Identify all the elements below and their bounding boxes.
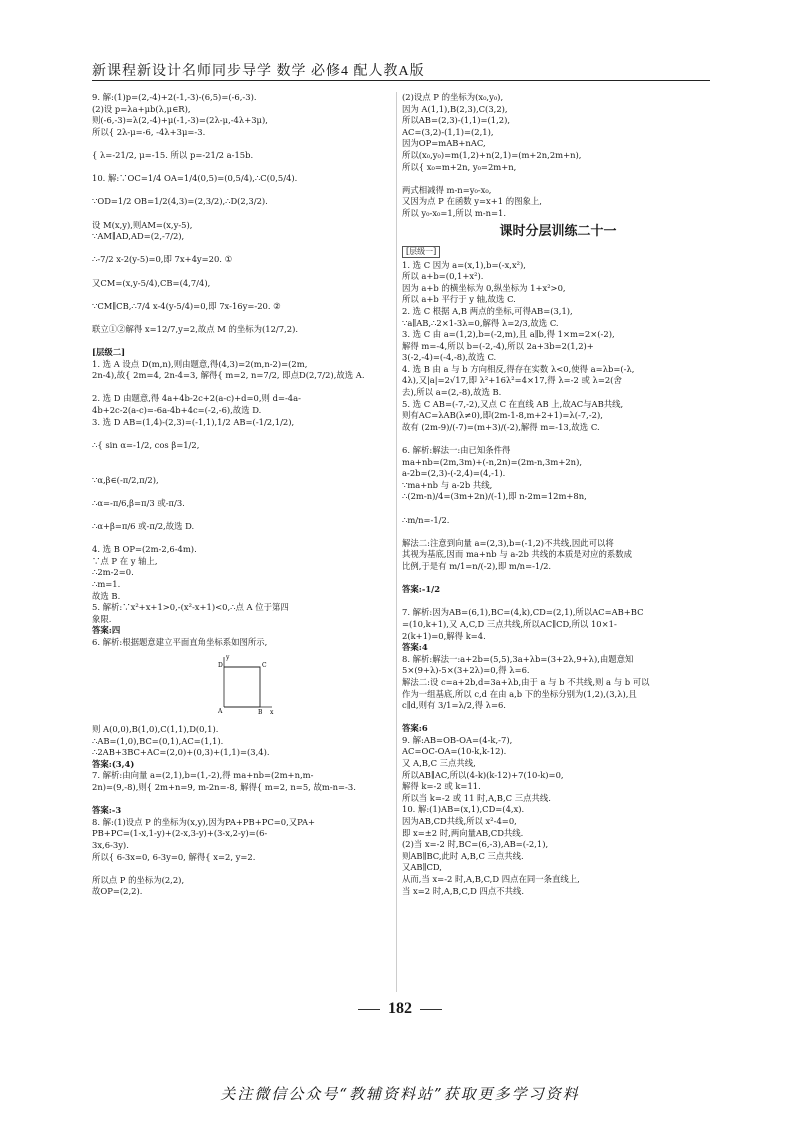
dash-right [420, 1009, 442, 1010]
text-line [92, 208, 392, 220]
text-line [402, 596, 714, 608]
text-line: 又CM=(x,y-5/4),CB=(4,7/4), [92, 277, 211, 288]
text-line: 所以AB=(2,3)-(1,1)=(1,2), [402, 115, 511, 126]
text-line: 联立①②解得 x=12/7,y=2,故点 M 的坐标为(12/7,2). [92, 323, 299, 334]
text-line: ∴α=-π/6,β=π/3 或-π/3. [92, 497, 185, 508]
text-line [92, 185, 392, 197]
text-line: ∴2m-2=0. [92, 567, 134, 578]
text-line: 2(k+1)=0,解得 k=4. [402, 630, 486, 641]
text-line: 8. 解:(1)设点 P 的坐标为(x,y),因为PA+PB+PC=0,又PA+ [92, 816, 316, 827]
text-line: 故选 B. [92, 590, 121, 601]
text-line: ma+nb=(2m,3m)+(-n,2n)=(2m-n,3m+2n), [402, 456, 583, 467]
text-line: 所以当 k=-2 或 11 时,A,B,C 三点共线. [402, 792, 551, 803]
text-line: a-2b=(2,3)-(-2,4)=(4,-1). [402, 468, 506, 479]
text-line: 8. 解析:解法一:a+2b=(5,5),3a+λb=(3+2λ,9+λ),由题意知 [402, 653, 634, 664]
text-line: PB+PC=(1-x,1-y)+(2-x,3-y)+(3-x,2-y)=(6- [92, 828, 268, 839]
text-line: 去),所以 a=(2,-8),故选 B. [402, 387, 502, 398]
text-line: 3(-2,-4)=(-4,-8),故选 C. [402, 352, 497, 363]
text-line: 3. 选 D AB=(1,4)-(2,3)=(-1,1),1/2 AB=(-1/2,1/2), [92, 416, 295, 427]
text-line: 答案:4 [402, 642, 428, 653]
text-line: 又因为点 P 在函数 y=x+1 的图象上, [402, 196, 542, 207]
text-line: 答案:6 [402, 723, 428, 734]
text-line [92, 863, 392, 875]
text-line: 解得 k=-2 或 k=11. [402, 781, 481, 792]
text-line: 所以 y₀-x₀=1,所以 m-n=1. [402, 207, 507, 218]
text-line: 3. 选 C 由 a=(1,2),b=(-2,m),且 a∥b,得 1×m=2×(-2), [402, 329, 615, 340]
text-line [92, 533, 392, 545]
text-line: 答案:(3,4) [92, 758, 135, 769]
text-line: ∴m=1. [92, 578, 121, 589]
text-line [92, 138, 392, 150]
left-text-block-2 [92, 724, 392, 898]
text-line: 当 x=2 时,A,B,C,D 四点不共线. [402, 885, 525, 896]
text-line: 所以{ 6-3x=0, 6-3y=0, 解得{ x=2, y=2. [92, 851, 256, 862]
text-line [402, 173, 714, 185]
page-number: 182 [388, 1000, 412, 1017]
text-line: 答案:四 [92, 625, 121, 636]
column-divider [396, 92, 397, 992]
text-line [92, 266, 392, 278]
right-text-block-bottom [402, 260, 714, 898]
label-y: y [226, 653, 230, 661]
text-line: 5×(9+λ)-5×(3+2λ)=0,得 λ=6. [402, 665, 530, 676]
text-line: ∴α+β=π/6 或-π/2,故选 D. [92, 520, 195, 531]
text-line: (2)设点 P 的坐标为(x₀,y₀), [402, 92, 504, 102]
text-line: 其视为基底,因而 ma+nb 与 a-2b 共线的本质是对应的系数成 [402, 549, 633, 560]
text-line: 故OP=(2,2). [92, 886, 143, 897]
text-line [92, 486, 392, 498]
page-header: 新课程新设计名师同步导学 数学 必修4 配人教A版 [92, 64, 425, 79]
text-line: (2)当 x=-2 时,BC=(6,-3),AB=(-2,1), [402, 839, 549, 850]
coordinate-figure [212, 653, 276, 717]
text-line: 1. 选 C 因为 a=(x,1),b=(-x,x²), [402, 259, 526, 270]
text-line: AC=OC-OA=(10-k,k-12). [402, 746, 507, 757]
text-line: ∵a∥AB,∴2×1-3λ=0,解得 λ=2/3,故选 C. [402, 317, 559, 328]
text-line: ∴AB=(1,0),BC=(0,1),AC=(1,1). [92, 735, 224, 746]
text-line: 7. 解析:因为AB=(6,1),BC=(4,k),CD=(2,1),所以AC=AB+BC [402, 607, 644, 618]
text-line: 则有AC=λAB(λ≠0),即(2m-1-8,m+2+1)=λ(-7,-2), [402, 410, 603, 421]
text-line: 则AB∥BC,此时 A,B,C 三点共线. [402, 850, 524, 861]
text-line: 比例,于是有 m/1=n/(-2),即 m/n=-1/2. [402, 560, 552, 571]
text-line: 1. 选 A 设点 D(m,n),则由题意,得(4,3)=2(m,n-2)=(2m, [92, 358, 308, 369]
text-line: 2. 选 C 根据 A,B 两点的坐标,可得AB=(3,1), [402, 305, 573, 316]
text-line: ∴(2m-n)/4=(3m+2n)/(-1),即 n-2m=12m+8n, [402, 491, 587, 502]
page-number-row [0, 1000, 800, 1018]
text-line: 4λ),又|a|=2√17,即 λ²+16λ²=4×17,得 λ=-2 或 λ=2(舍 [402, 375, 622, 386]
text-line: 所以{ 2λ-μ=-6, -4λ+3μ=-3. [92, 126, 206, 137]
text-line: 3x,6-3y). [92, 840, 129, 851]
text-line: 9. 解:AB=OB-OA=(4-k,-7), [402, 734, 513, 745]
text-line: 所以AB∥AC,所以(4-k)(k-12)+7(10-k)=0, [402, 769, 564, 780]
text-line [92, 243, 392, 255]
text-line [402, 433, 714, 445]
text-line: 4. 选 B OP=(2m-2,6-4m). [92, 544, 197, 555]
text-line: 作为一组基底,所以 c,d 在由 a,b 下的坐标分别为(1,2),(3,λ),且 [402, 688, 637, 699]
text-line: 因为OP=mAB+nAC, [402, 138, 486, 149]
label-x: x [270, 708, 274, 716]
text-line: ∵α,β∈(-π/2,π/2), [92, 474, 159, 485]
text-line [92, 794, 392, 806]
text-line: 因为 a+b 的横坐标为 0,纵坐标为 1+x²>0, [402, 282, 566, 293]
text-line: 6. 解析:解法一:由已知条件得 [402, 445, 511, 456]
text-line [402, 503, 714, 515]
text-line: ∵OD=1/2 OB=1/2(4,3)=(2,3/2),∴D(2,3/2). [92, 196, 268, 207]
text-line: 10. 解:∵OC=1/4 OA=1/4(0,5)=(0,5/4),∴C(0,5/4). [92, 173, 298, 184]
text-line: 10. 解:(1)AB=(x,1),CD=(4,x). [402, 804, 525, 815]
label-a: A [218, 707, 223, 715]
text-line [92, 428, 392, 440]
text-line: 2n)=(9,-8),则{ 2m+n=9, m-2n=-8, 解得{ m=2, n=5, 故m-n=-3. [92, 782, 356, 793]
text-line [402, 526, 714, 538]
text-line: ∴{ sin α=-1/2, cos β=1/2, [92, 439, 200, 450]
text-line: 设 M(x,y),则AM=(x,y-5), [92, 219, 193, 230]
text-line: 5. 解析:∵x²+x+1>0,-(x²-x+1)<0,∴点 A 位于第四 [92, 602, 289, 613]
text-line: ∵ma+nb 与 a-2b 共线, [402, 479, 493, 490]
text-line: 答案:-3 [92, 805, 122, 816]
text-line: 因为 A(1,1),B(2,3),C(3,2), [402, 103, 508, 114]
left-column [92, 92, 392, 898]
text-line: ∵CM∥CB,∴7/4 x-4(y-5/4)=0,即 7x-16y=-20. ② [92, 300, 281, 311]
text-line: c∥d,则有 3/1=λ/2,得 λ=6. [402, 700, 506, 711]
text-line: 2. 选 D 由题意,得 4a+4b-2c+2(a-c)+d=0,则 d=-4a- [92, 393, 301, 404]
text-line: ∵点 P 在 y 轴上, [92, 555, 158, 566]
text-line: 6. 解析:根据题意建立平面直角坐标系如图所示, [92, 636, 268, 647]
text-line [402, 712, 714, 724]
text-line: ∵AM∥AD,AD=(2,-7/2), [92, 231, 185, 242]
text-line [92, 312, 392, 324]
text-line [92, 335, 392, 347]
text-line: 7. 解析:由向量 a=(2,1),b=(1,-2),得 ma+nb=(2m+n,m- [92, 770, 314, 781]
text-line: { λ=-21/2, μ=-15. 所以 p=-21/2 a-15b. [92, 149, 254, 160]
text-line [92, 451, 392, 463]
text-line: 答案:-1/2 [402, 584, 441, 595]
right-column [402, 92, 714, 897]
text-line: 则 A(0,0),B(1,0),C(1,1),D(0,1). [92, 724, 219, 735]
footer-note: 关注微信公众号“教辅资料站”获取更多学习资料 [220, 1085, 580, 1103]
text-line: ∴-7/2 x-2(y-5)=0,即 7x+4y=20. ① [92, 254, 233, 265]
text-line [92, 289, 392, 301]
text-line [92, 509, 392, 521]
text-line: ∴2AB+3BC+AC=(2,0)+(0,3)+(1,1)=(3,4). [92, 747, 270, 758]
text-line [92, 382, 392, 394]
square-shape [224, 667, 260, 707]
text-line: 所以{ x₀=m+2n, y₀=2m+n, [402, 161, 517, 172]
text-line [402, 573, 714, 585]
label-d: D [218, 661, 223, 669]
text-line: 两式相减得 m-n=y₀-x₀, [402, 184, 492, 195]
text-line: 所以 a+b=(0,1+x²). [402, 271, 484, 282]
text-line: 则(-6,-3)=λ(2,-4)+μ(-1,-3)=(2λ-μ,-4λ+3μ), [92, 115, 268, 126]
left-text-block [92, 92, 392, 649]
text-line: 从而,当 x=-2 时,A,B,C,D 四点在同一条直线上, [402, 874, 580, 884]
header-rule [92, 80, 710, 81]
section-title: 课时分层训练二十一 [499, 223, 617, 239]
text-line: 9. 解:(1)p=(2,-4)+2(-1,-3)-(6,5)=(-6,-3). [92, 92, 257, 102]
text-line: 4b+2c-2(a-c)=-6a-4b+4c=(-2,-6),故选 D. [92, 405, 262, 416]
text-line [92, 162, 392, 174]
text-line: 故有 (2m-9)/(-7)=(m+3)/(-2),解得 m=-13,故选 C. [402, 421, 600, 432]
text-line [92, 463, 392, 475]
label-b: B [258, 708, 263, 716]
text-line: 所以点 P 的坐标为(2,2), [92, 874, 185, 885]
text-line: 4. 选 B 由 a 与 b 方向相反,得存在实数 λ<0,使得 a=λb=(-λ, [402, 363, 635, 374]
text-line: 解法二:注意到向量 a=(2,3),b=(-1,2)不共线,因此可以将 [402, 537, 614, 548]
text-line: =(10,k+1),又 A,C,D 三点共线,所以AC∥CD,所以 10×1- [402, 618, 617, 629]
text-line: 又AB∥CD, [402, 862, 442, 873]
label-c: C [262, 661, 267, 669]
level-tag: [层级一] [402, 246, 440, 258]
text-line: 所以 a+b 平行于 y 轴,故选 C. [402, 294, 516, 305]
text-line: 又 A,B,C 三点共线, [402, 758, 476, 769]
text-line: 5. 选 C AB=(-7,-2),又点 C 在直线 AB 上,故AC与AB共线, [402, 398, 624, 409]
text-line: 解得 m=-4,所以 b=(-2,-4),所以 2a+3b=2(1,2)+ [402, 340, 594, 351]
text-line: AC=(3,2)-(1,1)=(2,1), [402, 126, 494, 137]
text-line: 解法二:设 c=a+2b,d=3a+λb,由于 a 与 b 不共线,则 a 与 b 可以 [402, 676, 650, 687]
text-line: (2)设 p=λa+μb(λ,μ∈R), [92, 103, 191, 114]
text-line: 2n-4),故{ 2m=4, 2n-4=3, 解得{ m=2, n=7/2, 即点D(2,7/2),故选 A. [92, 370, 365, 381]
text-line: 即 x=±2 时,两向量AB,CD共线. [402, 827, 524, 838]
text-line: ∴m/n=-1/2. [402, 514, 450, 525]
text-line: 所以(x₀,y₀)=m(1,2)+n(2,1)=(m+2n,2m+n), [402, 149, 582, 160]
right-text-block-top [402, 92, 714, 220]
text-line: 象限. [92, 613, 112, 624]
dash-left [358, 1009, 380, 1010]
text-line: 因为AB,CD共线,所以 x²-4=0, [402, 816, 517, 827]
text-line: [层级二] [92, 347, 126, 358]
